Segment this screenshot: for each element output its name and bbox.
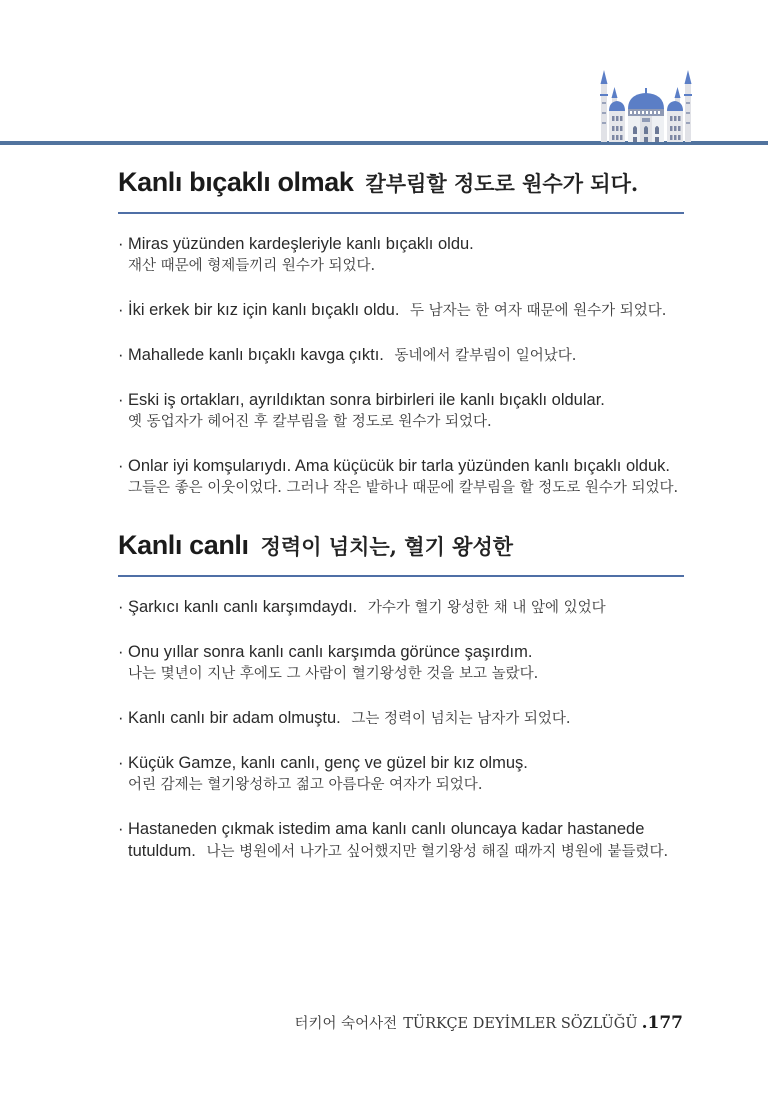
example-korean: 동네에서 칼부림이 일어났다. [394,348,577,364]
example-turkish: Küçük Gamze, kanlı canlı, genç ve güzel bir kız olmuş. [128,754,528,772]
headword-turkish: Kanlı canlı [118,530,249,560]
page-footer [295,1012,683,1033]
example-sentence [118,233,684,277]
example-turkish: İki erkek bir kız için kanlı bıçaklı oldu. [128,301,400,319]
example-list [118,233,684,499]
bullet-dot: · [118,709,124,727]
book-title-korean: 터키어 숙어사전 [294,1016,398,1032]
bullet-dot: · [118,301,124,319]
headword-meaning-korean: 칼부림할 정도로 원수가 되다. [365,171,639,196]
bullet-dot: · [118,346,124,364]
example-turkish: Hastaneden çıkmak istedim ama kanlı canlı oluncaya kadar hastanede tutuldum. [128,820,645,860]
example-sentence [118,707,684,730]
example-sentence [118,344,684,367]
example-korean: 어린 감제는 혈기왕성하고 젊고 아름다운 여자가 되었다. [128,777,483,793]
entry-divider-line [118,212,684,214]
example-korean: 가수가 혈기 왕성한 채 내 앞에 있었다 [367,600,606,616]
example-sentence [118,299,684,322]
entry-heading [118,525,684,562]
bullet-dot: · [118,235,124,253]
bullet-dot: · [118,598,124,616]
example-sentence [118,455,684,499]
example-turkish: Onu yıllar sonra kanlı canlı karşımda görünce şaşırdım. [128,643,533,661]
example-list [118,596,684,863]
example-sentence [118,641,684,685]
example-korean: 나는 병원에서 나가고 싶어했지만 혈기왕성 해질 때까지 병원에 붙들렸다. [206,844,669,860]
headword-meaning-korean: 정력이 넘치는, 혈기 왕성한 [260,534,514,559]
bullet-dot: · [118,820,124,838]
example-korean: 재산 때문에 형제들끼리 원수가 되었다. [128,258,376,274]
example-korean: 나는 몇년이 지난 후에도 그 사람이 혈기왕성한 것을 보고 놀랐다. [128,666,539,682]
example-sentence [118,596,684,619]
entry-kanli-canli [118,525,684,863]
example-turkish: Onlar iyi komşularıydı. Ama küçücük bir tarla yüzünden kanlı bıçaklı olduk. [128,457,670,475]
mosque-icon [598,68,694,142]
headword-turkish: Kanlı bıçaklı olmak [118,167,354,197]
example-sentence [118,752,684,796]
example-korean: 그는 정력이 넘치는 남자가 되었다. [351,711,571,727]
dictionary-page-content [118,162,684,885]
page-number: .177 [641,1013,683,1033]
example-korean: 옛 동업자가 헤어진 후 칼부림을 할 정도로 원수가 되었다. [128,414,492,430]
entry-heading [118,162,684,199]
example-turkish: Mahallede kanlı bıçaklı kavga çıktı. [128,346,384,364]
example-sentence [118,389,684,433]
example-turkish: Şarkıcı kanlı canlı karşımdaydı. [128,598,358,616]
example-turkish: Miras yüzünden kardeşleriyle kanlı bıçaklı oldu. [128,235,474,253]
example-turkish: Kanlı canlı bir adam olmuştu. [128,709,341,727]
bullet-dot: · [118,643,124,661]
entry-divider-line [118,575,684,577]
bullet-dot: · [118,754,124,772]
example-sentence [118,818,684,863]
example-korean: 두 남자는 한 여자 때문에 원수가 되었다. [410,303,667,319]
example-turkish: Eski iş ortakları, ayrıldıktan sonra birbirleri ile kanlı bıçaklı oldular. [128,391,605,409]
entry-kanli-bicakli-olmak [118,162,684,499]
bullet-dot: · [118,391,124,409]
book-title-turkish: TÜRKÇE DEYİMLER SÖZLÜĞÜ [403,1016,638,1032]
bullet-dot: · [118,457,124,475]
example-korean: 그들은 좋은 이웃이었다. 그러나 작은 밭하나 때문에 칼부림을 할 정도로 원수가 되었다. [128,480,679,496]
